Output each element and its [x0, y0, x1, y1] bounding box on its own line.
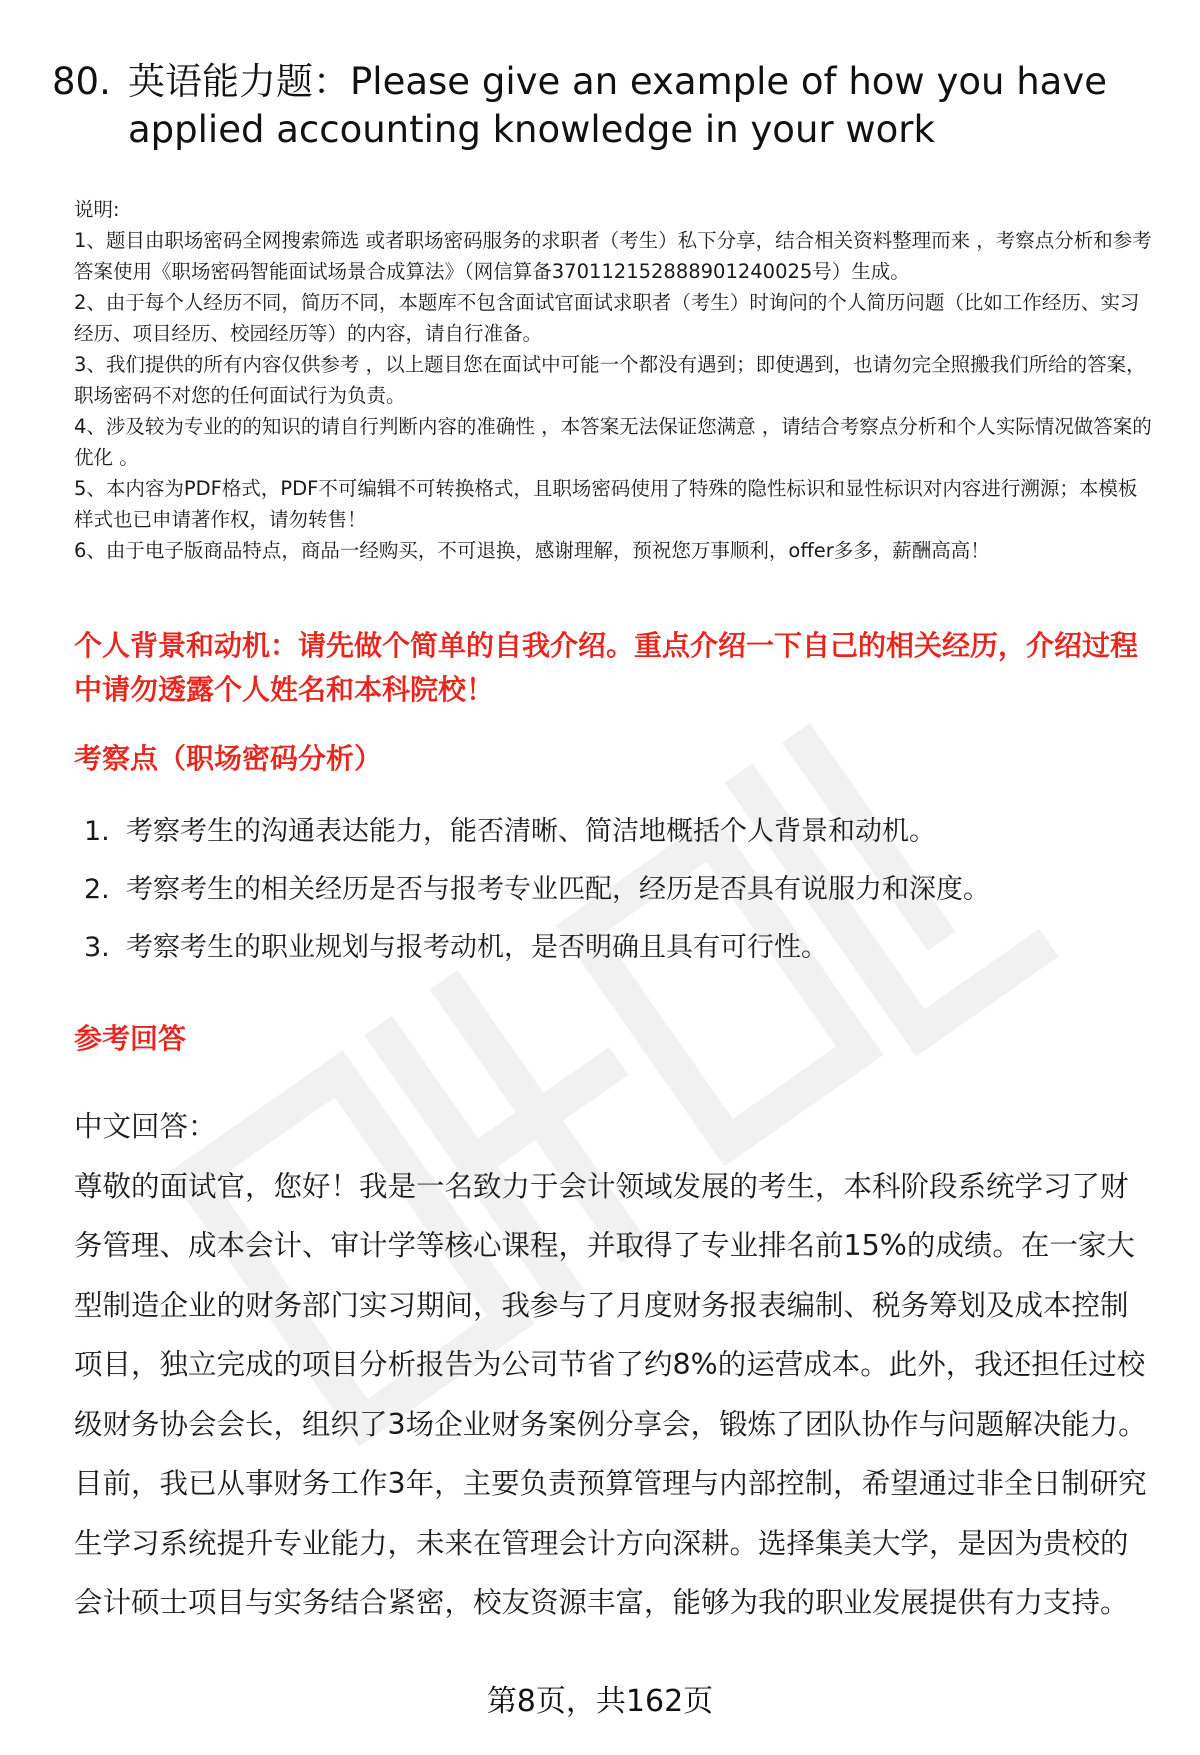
- notes-section: [74, 194, 1154, 566]
- notes-item: 4、涉及较为专业的的知识的请自行判断内容的准确性 ，本答案无法保证您满意 ，请结合考察点分析和个人实际情况做答案的优化 。: [74, 415, 1152, 469]
- notes-item: 3、我们提供的所有内容仅供参考 ，以上题目您在面试中可能一个都没有遇到；即使遇到，也请勿完全照搬我们所给的答案，职场密码不对您的任何面试行为负责。: [74, 353, 1146, 407]
- answer-label: 中文回答：: [74, 1110, 217, 1143]
- page-footer: 第8页，共162页: [486, 1684, 714, 1719]
- list-item-number: 2.: [84, 874, 110, 905]
- list-item: [80, 870, 1140, 928]
- list-item-text: 考察考生的职业规划与报考动机，是否明确且具有可行性。: [126, 932, 828, 963]
- question-number: 80.: [52, 60, 111, 103]
- notes-heading: 说明:: [74, 198, 120, 221]
- list-item: [80, 812, 1140, 870]
- reference-answer: [74, 1097, 1154, 1633]
- list-item-text: 考察考生的沟通表达能力，能否清晰、简洁地概括个人背景和动机。: [126, 816, 936, 847]
- list-item-text: 考察考生的相关经历是否与报考专业匹配，经历是否具有说服力和深度。: [126, 874, 990, 905]
- notes-item: 1、题目由职场密码全网搜索筛选 或者职场密码服务的求职者（考生）私下分享，结合相关资料整理而来 ，考察点分析和参考答案使用《职场密码智能面试场景合成算法》（网信算备370112152888901240025号）生成。: [74, 229, 1152, 283]
- analysis-heading: 考察点（职场密码分析）: [74, 742, 383, 775]
- reference-heading: 参考回答: [74, 1022, 187, 1055]
- interview-question: 个人背景和动机：请先做个简单的自我介绍。重点介绍一下自己的相关经历，介绍过程中请勿透露个人姓名和本科院校！: [74, 629, 1139, 706]
- notes-item: 5、本内容为PDF格式，PDF不可编辑不可转换格式，且职场密码使用了特殊的隐性标识和显性标识对内容进行溯源；本模板样式也已申请著作权，请勿转售！: [74, 477, 1138, 531]
- answer-body: 尊敬的面试官，您好！我是一名致力于会计领域发展的考生，本科阶段系统学习了财务管理、成本会计、审计学等核心课程，并取得了专业排名前15%的成绩。在一家大型制造企业的财务部门实习期间，我参与了月度财务报表编制、税务筹划及成本控制项目，独立完成的项目分析报告为公司节省了约8%的运营成本。此外，我还担任过校级财务协会会长，组织了3场企业财务案例分享会，锻炼了团队协作与问题解决能力。目前，我已从事财务工作3年，主要负责预算管理与内部控制，希望通过非全日制研究生学习系统提升专业能力，未来在管理会计方向深耕。选择集美大学，是因为贵校的会计硕士项目与实务结合紧密，校友资源丰富，能够为我的职业发展提供有力支持。: [74, 1169, 1147, 1619]
- list-item-number: 3.: [84, 932, 110, 963]
- notes-item: 6、由于电子版商品特点，商品一经购买，不可退换，感谢理解，预祝您万事顺利，offer多多，薪酬高高！: [74, 539, 990, 562]
- analysis-points: [80, 812, 1140, 986]
- notes-item: 2、由于每个人经历不同，简历不同，本题库不包含面试官面试求职者（考生）时询问的个人简历问题（比如工作经历、实习经历、项目经历、校园经历等）的内容，请自行准备。: [74, 291, 1140, 345]
- list-item-number: 1.: [84, 816, 110, 847]
- question-title: [52, 58, 1132, 154]
- question-text: 英语能力题：Please give an example of how you have applied accounting knowledge in your work: [128, 60, 1107, 151]
- list-item: [80, 928, 1140, 986]
